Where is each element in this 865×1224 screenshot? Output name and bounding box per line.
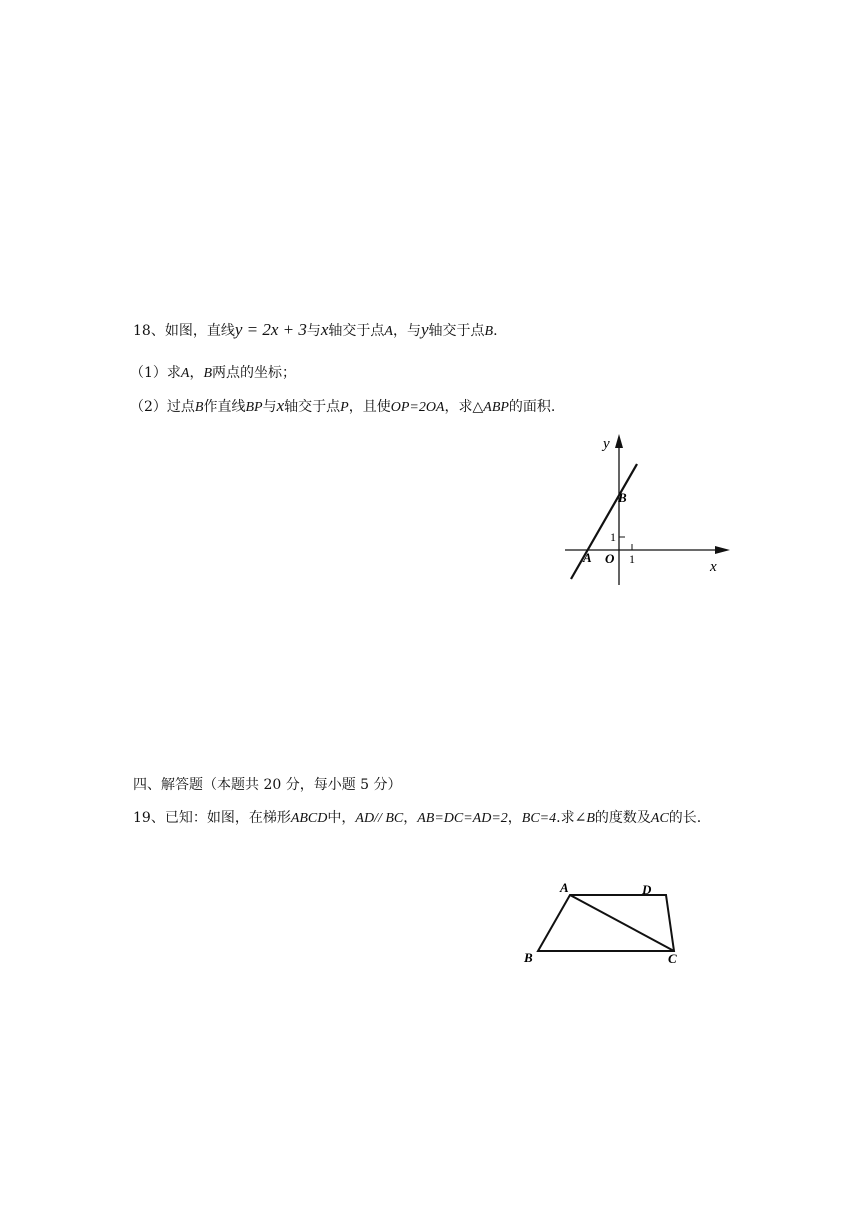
q19-text: ， bbox=[507, 810, 522, 826]
trapezoid-shape bbox=[538, 895, 674, 951]
q18-x-variable: x bbox=[320, 320, 329, 339]
section4-heading: 四、解答题（本题共 20 分，每小题 5 分） bbox=[133, 777, 402, 793]
q18-statement bbox=[133, 320, 498, 340]
x-axis-arrow-icon bbox=[715, 546, 730, 554]
q19-equal-sides: AB=DC=AD=2 bbox=[417, 811, 508, 826]
q18-part2-point-p: P bbox=[340, 400, 349, 415]
q19-text: 已知：如图，在梯形 bbox=[164, 810, 291, 826]
diagonal-ac bbox=[570, 895, 674, 951]
q18-part1-text: （1）求 bbox=[130, 365, 181, 381]
q18-part2-text: 的面积. bbox=[508, 399, 556, 415]
q19-text: 的长. bbox=[668, 810, 702, 826]
q18-part2-text: 与 bbox=[262, 399, 277, 415]
q18-part2-text: ，求△ bbox=[444, 399, 484, 415]
q18-part2-line-bp: BP bbox=[245, 400, 263, 415]
q18-part2-text: 作直线 bbox=[203, 399, 246, 415]
vertex-d-label: D bbox=[642, 882, 652, 897]
q18-point-a: A bbox=[384, 324, 393, 339]
graph-line bbox=[571, 464, 637, 579]
q18-point-b: B bbox=[484, 324, 494, 339]
vertex-a-label: A bbox=[560, 880, 569, 895]
axis-x-label: x bbox=[710, 559, 717, 575]
q18-part1 bbox=[130, 362, 296, 382]
q18-part2-triangle: ABP bbox=[483, 400, 509, 415]
point-a-label: A bbox=[583, 550, 592, 565]
origin-label: O bbox=[605, 551, 615, 566]
vertex-b-label: B bbox=[524, 950, 533, 965]
q18-part1-point-b: B bbox=[203, 366, 213, 381]
q18-graph-figure bbox=[555, 430, 755, 600]
q18-text: 轴交于点 bbox=[428, 323, 485, 339]
q18-part1-text: ， bbox=[189, 365, 204, 381]
q18-text: 与 bbox=[306, 323, 321, 339]
q18-part1-text: 两点的坐标； bbox=[212, 365, 297, 381]
q18-text: . bbox=[493, 323, 498, 339]
q18-part2 bbox=[130, 396, 555, 416]
q18-text: 轴交于点 bbox=[328, 323, 385, 339]
q19-text: .求∠ bbox=[556, 810, 587, 826]
q19-angle-b: B bbox=[586, 811, 595, 826]
q18-part2-text: 轴交于点 bbox=[284, 399, 341, 415]
q19-diagonal-ac: AC bbox=[650, 811, 669, 826]
q18-intro: 如图，直线 bbox=[164, 323, 235, 339]
axis-y-label: y bbox=[603, 436, 610, 452]
q18-part2-text: （2）过点 bbox=[130, 399, 195, 415]
y-tick-label: 1 bbox=[610, 530, 616, 544]
q19-trapezoid-figure bbox=[518, 875, 698, 975]
q19-trapezoid-name: ABCD bbox=[290, 811, 328, 826]
q19-parallel: AD// BC bbox=[355, 811, 404, 826]
q19-number: 19、 bbox=[133, 810, 165, 826]
x-tick-label: 1 bbox=[629, 552, 635, 566]
q18-equation: y = 2x + 3 bbox=[234, 320, 307, 339]
q18-part1-point-a: A bbox=[180, 366, 190, 381]
q19-statement bbox=[133, 807, 701, 827]
q18-part2-x-variable: x bbox=[276, 396, 285, 415]
vertex-c-label: C bbox=[668, 951, 677, 966]
q18-number: 18、 bbox=[133, 323, 165, 339]
q19-base-length: BC=4 bbox=[521, 811, 557, 826]
q18-y-variable: y bbox=[420, 320, 429, 339]
q18-part2-text: ，且使 bbox=[348, 399, 391, 415]
y-axis-arrow-icon bbox=[615, 434, 623, 448]
q19-text: 中， bbox=[327, 810, 356, 826]
q19-text: 的度数及 bbox=[594, 810, 651, 826]
q19-text: ， bbox=[403, 810, 418, 826]
q18-text: ，与 bbox=[392, 323, 421, 339]
q18-part2-point-b: B bbox=[194, 400, 204, 415]
q18-part2-condition: OP=2OA bbox=[390, 400, 445, 415]
point-b-label: B bbox=[618, 490, 627, 505]
